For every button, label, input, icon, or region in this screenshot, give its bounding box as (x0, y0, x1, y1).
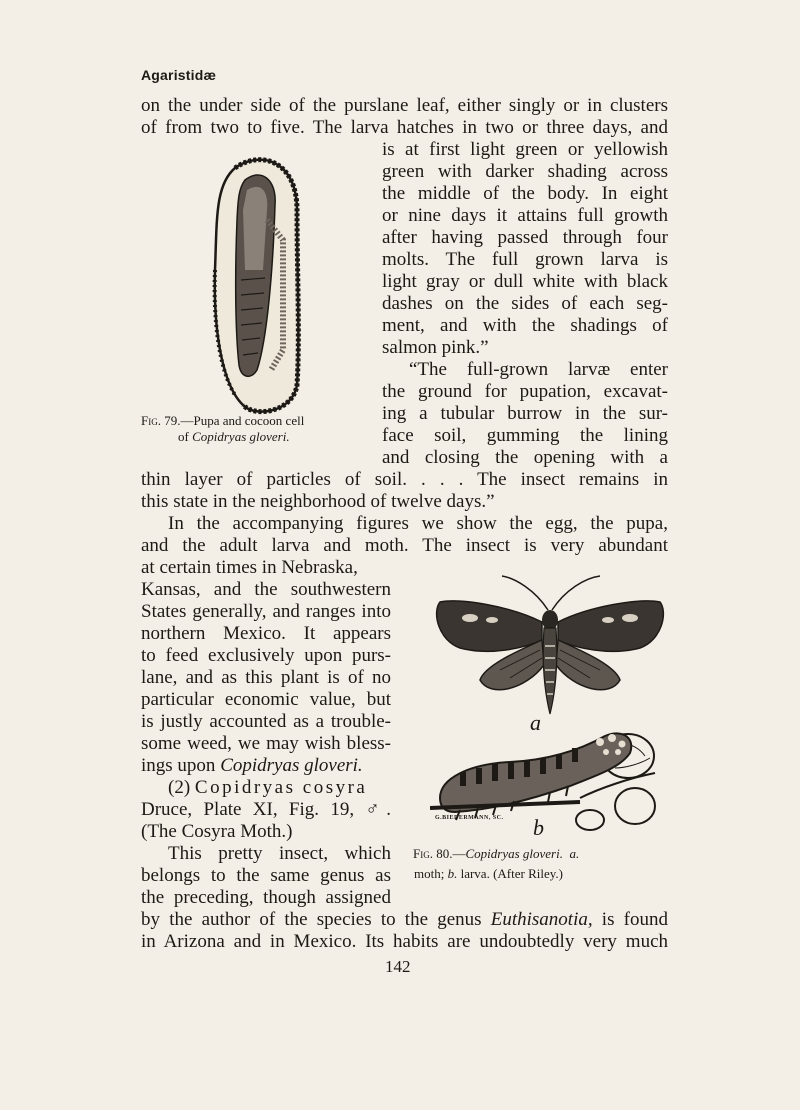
body-line: light gray or dull white with black (382, 271, 668, 292)
body-line: the preceding, though assigned (141, 887, 391, 908)
body-line: face soil, gumming the lining (382, 425, 668, 446)
body-line: Druce, Plate XI, Fig. 19, ♂. (141, 799, 391, 820)
figure-80-label-b: b (533, 815, 544, 840)
body-line: or nine days it attains full growth (382, 205, 668, 226)
figure-80-caption: Fig. 80.—Copidryas gloveri. a. (413, 846, 580, 861)
body-line: and the adult larva and moth. The insect is very abundant (141, 535, 668, 556)
body-line: ings upon Copidryas gloveri. (141, 755, 363, 776)
body-line: This pretty insect, which (168, 843, 391, 864)
body-line: lane, and as this plant is of no (141, 667, 391, 688)
common-name: (The Cosyra Moth.) (141, 821, 293, 842)
body-line: northern Mexico. It appears (141, 623, 391, 644)
body-line: is at first light green or yellowish (382, 139, 668, 160)
body-line: after having passed through four (382, 227, 668, 248)
body-line: salmon pink.” (382, 337, 489, 358)
body-line: thin layer of particles of soil. . . . The insect remains in (141, 469, 668, 490)
body-line: the middle of the body. In eight (382, 183, 668, 204)
engraver-signature: G.BIEDERMANN, SC. (435, 815, 504, 821)
body-line: some weed, we may wish bless- (141, 733, 391, 754)
body-line: ment, and with the shadings of (382, 315, 668, 336)
body-line: the ground for pupation, excavat- (382, 381, 668, 402)
body-line: green with darker shading across (382, 161, 668, 182)
species-heading: (2) Copidryas cosyra (168, 777, 368, 798)
body-line: States generally, and ranges into (141, 601, 391, 622)
body-line: in Arizona and in Mexico. Its habits are undoubtedly very much (141, 931, 668, 952)
figure-79-caption: Fig. 79.—Pupa and cocoon cell (141, 413, 305, 428)
body-line: this state in the neighborhood of twelve days.” (141, 491, 495, 512)
body-line: dashes on the sides of each seg- (382, 293, 668, 314)
body-line: In the accompanying figures we show the egg, the pupa, (168, 513, 668, 534)
body-line: by the author of the species to the genus Euthisanotia, is found (141, 909, 668, 930)
figure-80-label-a: a (530, 710, 541, 735)
pupa-cocoon-illustration (205, 150, 305, 420)
running-head: Agaristidæ (141, 67, 217, 83)
page-number: 142 (385, 957, 411, 976)
body-line: on the under side of the purslane leaf, either singly or in clusters (141, 95, 668, 116)
body-line: ing a tubular burrow in the sur- (382, 403, 668, 424)
body-line: “The full-grown larvæ enter (409, 359, 668, 380)
figure-80-caption-line2: moth; b. larva. (After Riley.) (414, 866, 563, 881)
body-line: belongs to the same genus as (141, 865, 391, 886)
body-line: at certain times in Nebraska, (141, 557, 358, 578)
moth-illustration (430, 570, 670, 720)
body-line: molts. The full grown larva is (382, 249, 668, 270)
body-line: to feed exclusively upon purs- (141, 645, 391, 666)
body-line: particular economic value, but (141, 689, 391, 710)
figure-79-caption-line2: of Copidryas gloveri. (178, 429, 290, 444)
body-line: is justly accounted as a trouble- (141, 711, 391, 732)
body-line: of from two to five. The larva hatches in two or three days, and (141, 117, 668, 138)
body-line: Kansas, and the southwestern (141, 579, 391, 600)
body-line: and closing the opening with a (382, 447, 668, 468)
